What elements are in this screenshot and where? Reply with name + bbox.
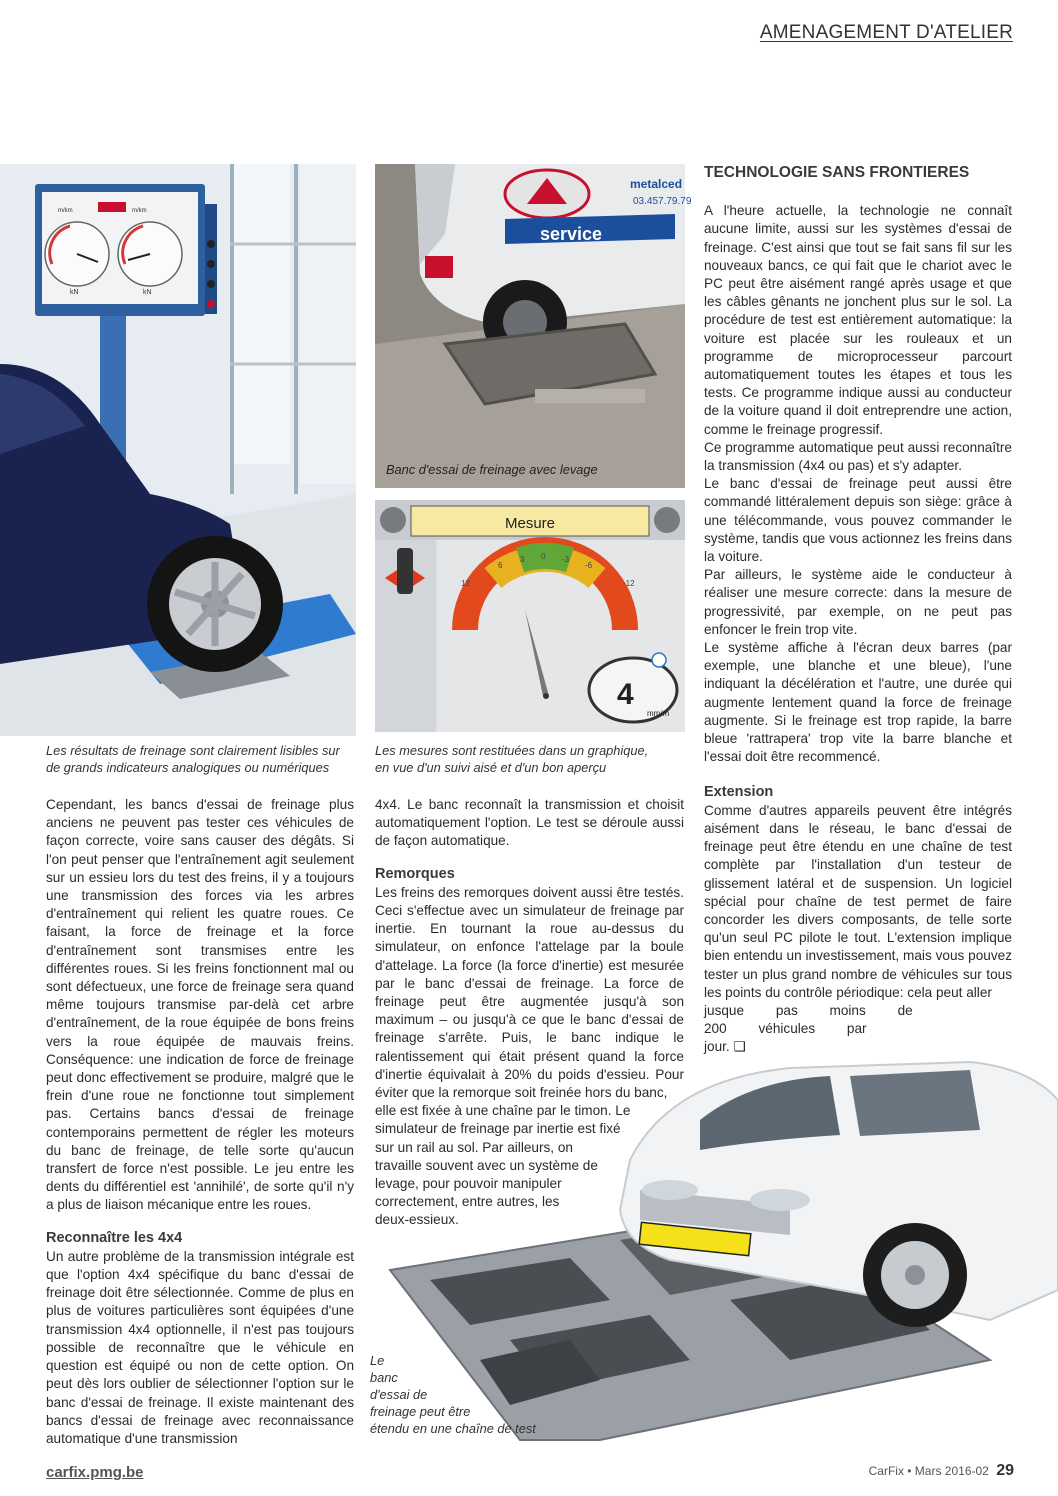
- scale-label: -3: [562, 555, 570, 564]
- col1-paragraph-2: Un autre problème de la transmission intégrale est que l'option 4x4 spécifique du banc d'essai de freinage doit être sélectionnée. Comme de plus en plus de voitures particulières sont équipées d'une transmission 4x4 optionnelle, il n'est pas toujours possible de reconnaître que le véhicule en question est équipé ou non de cette option. On peut dès lors oublier de sélectionner l'option sur le banc d'essai de freinage. Il existe maintenant des bancs d'essai de freinage avec reconnaissance automatique d'une transmission: [46, 1248, 354, 1446]
- footer-website-link[interactable]: carfix.pmg.be: [46, 1464, 144, 1481]
- caption-gauge-photo: [375, 742, 648, 776]
- scale-label: 0: [541, 552, 546, 561]
- col3-heading-extension: Extension: [704, 783, 774, 800]
- col3-heading-technologie: TECHNOLOGIE SANS FRONTIERES: [704, 164, 970, 181]
- caption-line: freinage peut être: [370, 1404, 471, 1419]
- caption-van-photo: Banc d'essai de freinage avec levage: [386, 462, 598, 477]
- gauge-unit-left: m/km: [58, 208, 73, 214]
- col2-paragraph-2: Les freins des remorques doivent aussi être testés. Ceci s'effectue avec un simulateur de freinage par inertie. En tournant la roue au-dessus du simulateur, on enfonce l'attelage par la boule d'attelage. La force (la force d'inertie) est mesurée par le banc d'essai de freinage. La force de freinage peut être augmentée jusqu'à son maximum – ou jusqu'à ce que le banc d'essai de freinage s'arrête. Puis, le banc indique le ralentissement qui était présent quand la force d'inertie équivalait à 20% du poids d'essieu. Pour éviter que la remorque soit freinée hors du banc,: [375, 884, 684, 1101]
- scale-label: 6: [498, 561, 503, 570]
- section-title: AMENAGEMENT D'ATELIER: [759, 22, 1013, 43]
- photo-brake-display-suv: [0, 164, 356, 736]
- caption-line: Le: [370, 1353, 385, 1368]
- caption-left-photo: [46, 742, 340, 776]
- screen-readout-value: 4: [617, 678, 634, 711]
- col2-wrap-line: deux-essieux.: [375, 1212, 459, 1228]
- gauge-kn-left: kN: [70, 289, 79, 296]
- gauge-unit-right: m/km: [132, 208, 147, 214]
- col2-wrap-line: travaille souvent avec un système de: [375, 1157, 598, 1173]
- caption-line: en vue d'un suivi aisé et d'un bon aperçu: [375, 760, 607, 775]
- van-service-text: service: [540, 224, 603, 244]
- screen-title: Mesure: [504, 515, 556, 532]
- scale-label: -12: [623, 579, 635, 588]
- footer-magazine: CarFix • Mars 2016-02: [868, 1464, 989, 1478]
- caption-bottom-photo: [370, 1352, 536, 1437]
- col3-paragraph-5: Le système affiche à l'écran deux barres (par exemple, une blanche et une bleue), l'une indiquant la décélération et l'autre, une durée qui augmente lentement quand la force de freinage augmente. Si le freinage est trop rapide, la barre bleue 'rattrapera' trop vite la barre blanche et l'essai doit être recommencé.: [704, 640, 1012, 765]
- column-3: [704, 164, 1012, 1057]
- col2-wrap-line: simulateur de freinage par inertie est fixé: [375, 1121, 621, 1137]
- scale-label: -6: [585, 561, 593, 570]
- footer-page-info: [869, 1462, 1014, 1480]
- caption-line: Les mesures sont restituées dans un graphique,: [375, 743, 649, 758]
- col2-paragraph-1: 4x4. Le banc reconnaît la transmission et choisit automatiquement l'option. Le test se déroule aussi de façon automatique.: [375, 797, 684, 849]
- col3-wrap-line: 200 véhicules par: [704, 1021, 867, 1037]
- col3-paragraph-1: A l'heure actuelle, la technologie ne connaît aucune limite, aussi sur les systèmes d'essai de freinage. C'est ainsi que tout se fait sans fil sur les nouveaux bancs, ce qui fait que le chariot avec le PC peut être aisément rangé après usage et que les câbles gênants ne jonchent plus sur le sol. La procédure de test est entièrement automatique: la voiture est placée sur les rouleaux et un programme de microprocesseur parcourt automatiquement toutes les étapes et tous les tests. Ce programme indique aussi au conducteur de la voiture quand il doit entreprendre une action, comme le freinage progressif.: [704, 203, 1012, 437]
- caption-line: banc: [370, 1370, 398, 1385]
- col2-wrap-line: levage, pour pouvoir manipuler: [375, 1176, 562, 1192]
- col2-wrap-line: sur un rail au sol. Par ailleurs, on: [375, 1139, 573, 1155]
- col2-wrap-line: correctement, entre autres, les: [375, 1194, 560, 1210]
- col2-wrap-line: elle est fixée à une chaîne par le timon. Le: [375, 1103, 631, 1119]
- scale-label: 3: [520, 555, 525, 564]
- col3-paragraph-3: Le banc d'essai de freinage peut aussi être commandé littéralement depuis son siège: grâce à une télécommande, vous pouvez commander le système, tandis que vous actionnez les freins dans la voiture.: [704, 476, 1012, 565]
- caption-line: étendu en une chaîne de test: [370, 1421, 536, 1436]
- photo-van-brake-tester: [375, 164, 692, 488]
- col3-paragraph-2: Ce programme automatique peut aussi reconnaître la transmission (4x4 ou pas) et s'y adapter.: [704, 439, 1012, 474]
- col3-wrap-line: jour. ❑: [704, 1039, 746, 1055]
- photo-measure-screen: [375, 500, 685, 732]
- col3-paragraph-6: Comme d'autres appareils peuvent être intégrés aisément dans le réseau, le banc d'essai de freinage peut être étendu en une chaîne de test complète par l'installation d'un testeur de glissement latéral et de suspension. Un logiciel spécial pour chaîne de test permet de faire concorder les divers composants, de telle sorte qu'un seul PC pilote le tout. L'extension implique bien entendu un investissement, mais vous pouvez tester un plus grand nombre de véhicules sur tous les points du contrôle périodique: cela peut aller: [704, 802, 1012, 1000]
- screen-readout-unit: mm/m: [647, 709, 670, 718]
- column-1: [46, 796, 354, 1448]
- caption-line: de grands indicateurs analogiques ou numériques: [46, 760, 330, 775]
- col1-heading-4x4: Reconnaître les 4x4: [46, 1229, 183, 1246]
- col1-paragraph-1: Cependant, les bancs d'essai de freinage plus anciens ne peuvent pas tester ces véhicules de façon correcte, voire sans causer des dégâts. Si l'on peut penser que l'entraînement agit seulement sur un essieu lors du test des freins, il y a toujours une transmission des forces via les arbres d'entraînement qui relient les quatre roues. Ce faisant, la force de freinage et la force d'entraînement sont transmises entre les différentes roues. Si les freins fonctionnent mal ou sont défectueux, une force de freinage sera quand même toujours transmise par-delà cet arbre d'entraînement, de la roue équipée de bons freins vers la roue équipée de mauvais freins. Conséquence: une indication de force de freinage peut donc effectivement se produire, malgré que le frein d'une roue ne fonctionne tout simplement pas. Certains bancs d'essai de freinage contemporains permettent de régler les moteurs du banc de freinage, de telle sorte qu'aucun transfert de force n'est possible. Le jeu entre les dents du différentiel est 'annihilé', de sorte qu'il n'y a plus de liaison mécanique entre les roues.: [46, 797, 354, 1213]
- col3-wrap-line: jusque pas moins de: [704, 1002, 913, 1018]
- page-number: 29: [996, 1462, 1014, 1479]
- col3-paragraph-4: Par ailleurs, le système aide le conducteur à réaliser une mesure correcte: dans la mesure de progressivité, par exemple, on ne peut pas enfoncer le frein trop vite.: [704, 567, 1012, 637]
- van-phone-text: 03.457.79.79: [633, 196, 692, 207]
- van-brand-text: metalced: [630, 177, 683, 191]
- col2-heading-remorques: Remorques: [375, 865, 455, 882]
- caption-line: d'essai de: [370, 1387, 428, 1402]
- gauge-kn-right: kN: [143, 289, 152, 296]
- caption-line: Les résultats de freinage sont clairement lisibles sur: [46, 743, 340, 758]
- scale-label: 12: [461, 579, 470, 588]
